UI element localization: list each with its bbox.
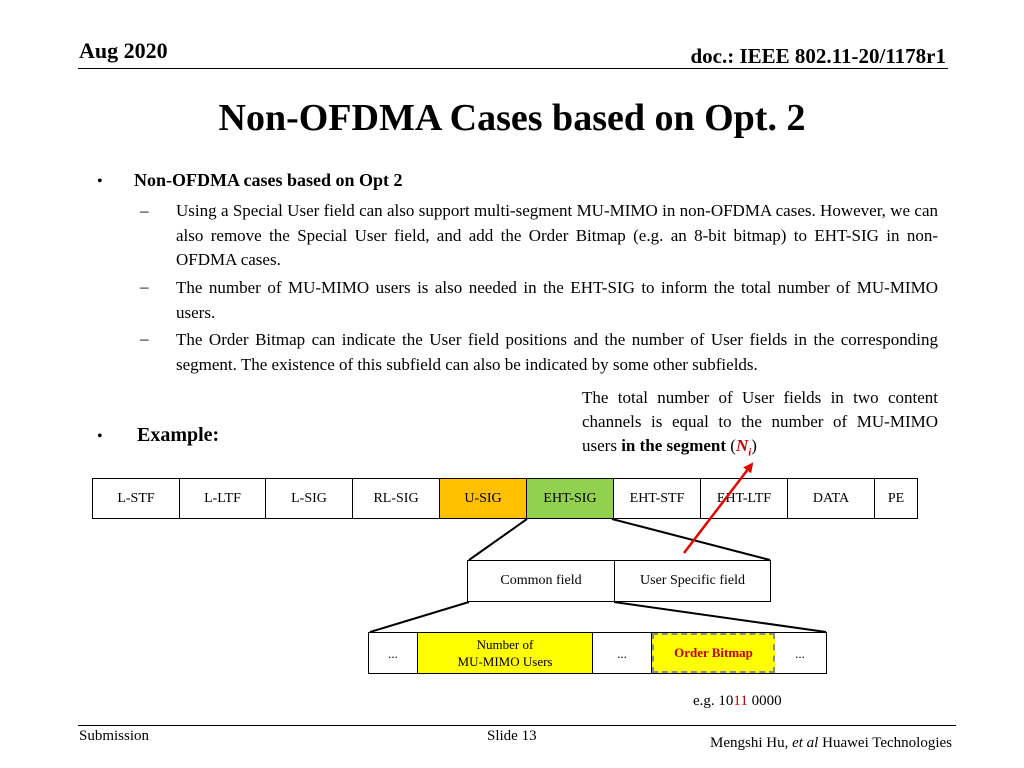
sub-bullet-1: Using a Special User field can also support multi-segment MU-MIMO in non-OFDMA cases. However, we can also remove the Special User field, and add the Order Bitmap (e.g. an 8-bit bitmap) to EHT-SIG in non-OFDMA cases.	[176, 201, 938, 269]
ellipsis-subfield: ...	[795, 645, 805, 661]
example-prefix: e.g.	[693, 693, 719, 709]
footer-author-org: Huawei Technologies	[818, 735, 952, 751]
ellipsis-subfield: ...	[369, 633, 418, 673]
bullet-dot-icon: •	[97, 428, 103, 445]
dash-icon: –	[140, 201, 149, 220]
sub-bullet-2: The number of MU-MIMO users is also needed in the EHT-SIG to inform the total number of MU-MIMO users.	[176, 278, 938, 322]
field-eht-ltf: EHT-LTF	[701, 479, 788, 518]
bullet-dot-icon: •	[97, 173, 103, 190]
expand-line-right	[612, 519, 770, 560]
header-date: Aug 2020	[79, 38, 168, 63]
footer-author	[710, 735, 952, 752]
footer-author-etal: et al	[792, 735, 819, 751]
footer-slide-number: Slide 13	[487, 728, 537, 744]
field-l-ltf: L-LTF	[180, 479, 266, 518]
sub-bullet-3: The Order Bitmap can indicate the User field positions and the number of User fields in the corresponding segment. The existence of this subfield can also be indicated by some other subfields.	[176, 330, 938, 374]
ellipsis-subfield: ...	[593, 633, 652, 673]
field-l-stf: L-STF	[93, 479, 180, 518]
field-eht-sig: EHT-SIG	[527, 479, 614, 518]
footer-submission: Submission	[79, 728, 150, 744]
field-eht-stf: EHT-STF	[614, 479, 701, 518]
common-expand-line-left	[370, 602, 469, 632]
example-bits-1: 10	[718, 693, 734, 709]
common-field: Common field	[468, 561, 615, 601]
note-paren-open: (	[726, 436, 736, 455]
note-symbol-subscript: i	[748, 446, 752, 459]
num-users-line1: Number of	[476, 637, 534, 652]
field-rl-sig: RL-SIG	[353, 479, 440, 518]
field-data: DATA	[788, 479, 875, 518]
field-pe: PE	[875, 479, 917, 518]
footer-author-name: Mengshi Hu,	[710, 735, 793, 751]
note-bold: in the segment	[621, 436, 727, 455]
example-bits-rest: 0000	[747, 693, 782, 709]
note-text: The total number of User fields in two content channels is equal to the number of MU-MIMO users	[582, 388, 938, 455]
dash-icon: –	[140, 329, 149, 348]
footer-rule	[78, 725, 956, 726]
expand-line-left	[469, 519, 527, 560]
bullet-main: Non-OFDMA cases based on Opt 2	[134, 170, 403, 190]
bullet-example: Example:	[137, 424, 220, 446]
order-bitmap-subfield: Order Bitmap	[652, 633, 775, 673]
note-paren-close: )	[751, 436, 757, 455]
slide-title: Non-OFDMA Cases based on Opt. 2	[218, 97, 806, 139]
field-l-sig: L-SIG	[266, 479, 353, 518]
example-bits-highlight: 11	[733, 693, 748, 709]
common-expand-line-right	[614, 602, 826, 632]
red-arrow-icon	[684, 464, 752, 553]
note-symbol-n: N	[735, 436, 749, 455]
dash-icon: –	[140, 277, 149, 296]
field-u-sig: U-SIG	[440, 479, 527, 518]
header-doc-id: doc.: IEEE 802.11-20/1178r1	[690, 44, 946, 68]
user-specific-field: User Specific field	[640, 573, 745, 588]
num-users-line2: MU-MIMO Users	[457, 654, 553, 669]
